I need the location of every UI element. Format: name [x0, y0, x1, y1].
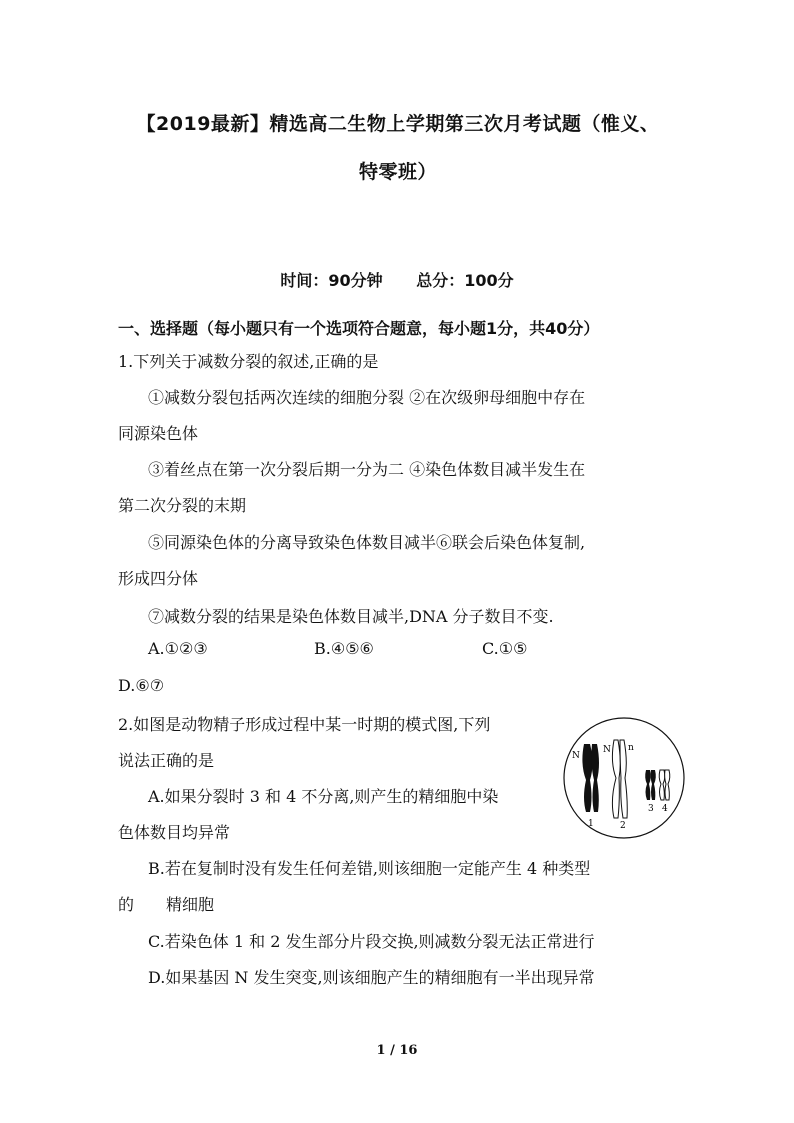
- q1-option-d: D.⑥⑦: [118, 676, 165, 695]
- q1-stem: 1.下列关于减数分裂的叙述,正确的是: [118, 352, 379, 371]
- q1-option-a: A.①②③: [148, 639, 208, 658]
- q1-statement-1a: ①减数分裂包括两次连续的细胞分裂 ②在次级卵母细胞中存在: [148, 388, 586, 407]
- q1-option-b: B.④⑤⑥: [314, 639, 374, 658]
- title-line-1: 【2019最新】精选高二生物上学期第三次月考试题（惟义、: [136, 113, 660, 135]
- exam-meta: [0, 268, 794, 291]
- chromosome-number-2: 2: [620, 821, 626, 831]
- q2-option-a-line2: 色体数目均异常: [118, 823, 231, 842]
- q2-option-b-line1: B.若在复制时没有发生任何差错,则该细胞一定能产生 4 种类型: [148, 859, 591, 878]
- document-title: [118, 100, 678, 196]
- chromosome-number-3: 3: [648, 804, 654, 814]
- q1-statement-3a: ⑤同源染色体的分离导致染色体数目减半⑥联会后染色体复制,: [148, 533, 586, 552]
- q1-statement-2b: 第二次分裂的末期: [118, 496, 247, 515]
- chromosome-number-1: 1: [588, 819, 594, 829]
- q2-option-b-line2: 的 精细胞: [118, 895, 215, 914]
- section-heading: 一、选择题（每小题只有一个选项符合题意，每小题1分，共40分）: [118, 319, 600, 338]
- gene-label-n: n: [628, 743, 634, 753]
- q2-stem-a: 2.如图是动物精子形成过程中某一时期的模式图,下列: [118, 715, 491, 734]
- exam-time: 时间：90分钟: [280, 271, 383, 290]
- chromosome-figure: [562, 714, 686, 842]
- exam-score: 总分：100分: [416, 271, 514, 290]
- q2-option-d: D.如果基因 N 发生突变,则该细胞产生的精细胞有一半出现异常: [148, 968, 595, 987]
- q1-statement-3b: 形成四分体: [118, 569, 199, 588]
- q1-option-c: C.①⑤: [482, 639, 528, 658]
- q2-option-c: C.若染色体 1 和 2 发生部分片段交换,则减数分裂无法正常进行: [148, 932, 595, 951]
- page-number: 1 / 16: [376, 1043, 418, 1058]
- q1-statement-1b: 同源染色体: [118, 424, 199, 443]
- q1-statement-4: ⑦减数分裂的结果是染色体数目减半,DNA 分子数目不变.: [148, 607, 554, 626]
- q1-statement-2a: ③着丝点在第一次分裂后期一分为二 ④染色体数目减半发生在: [148, 460, 586, 479]
- gene-label-N1: N: [572, 751, 580, 761]
- gene-label-N2: N: [603, 745, 611, 755]
- q2-option-a-line1: A.如果分裂时 3 和 4 不分离,则产生的精细胞中染: [148, 787, 499, 806]
- q2-stem-b: 说法正确的是: [118, 751, 215, 770]
- title-line-2: 特零班）: [358, 161, 437, 183]
- chromosome-number-4: 4: [662, 804, 668, 814]
